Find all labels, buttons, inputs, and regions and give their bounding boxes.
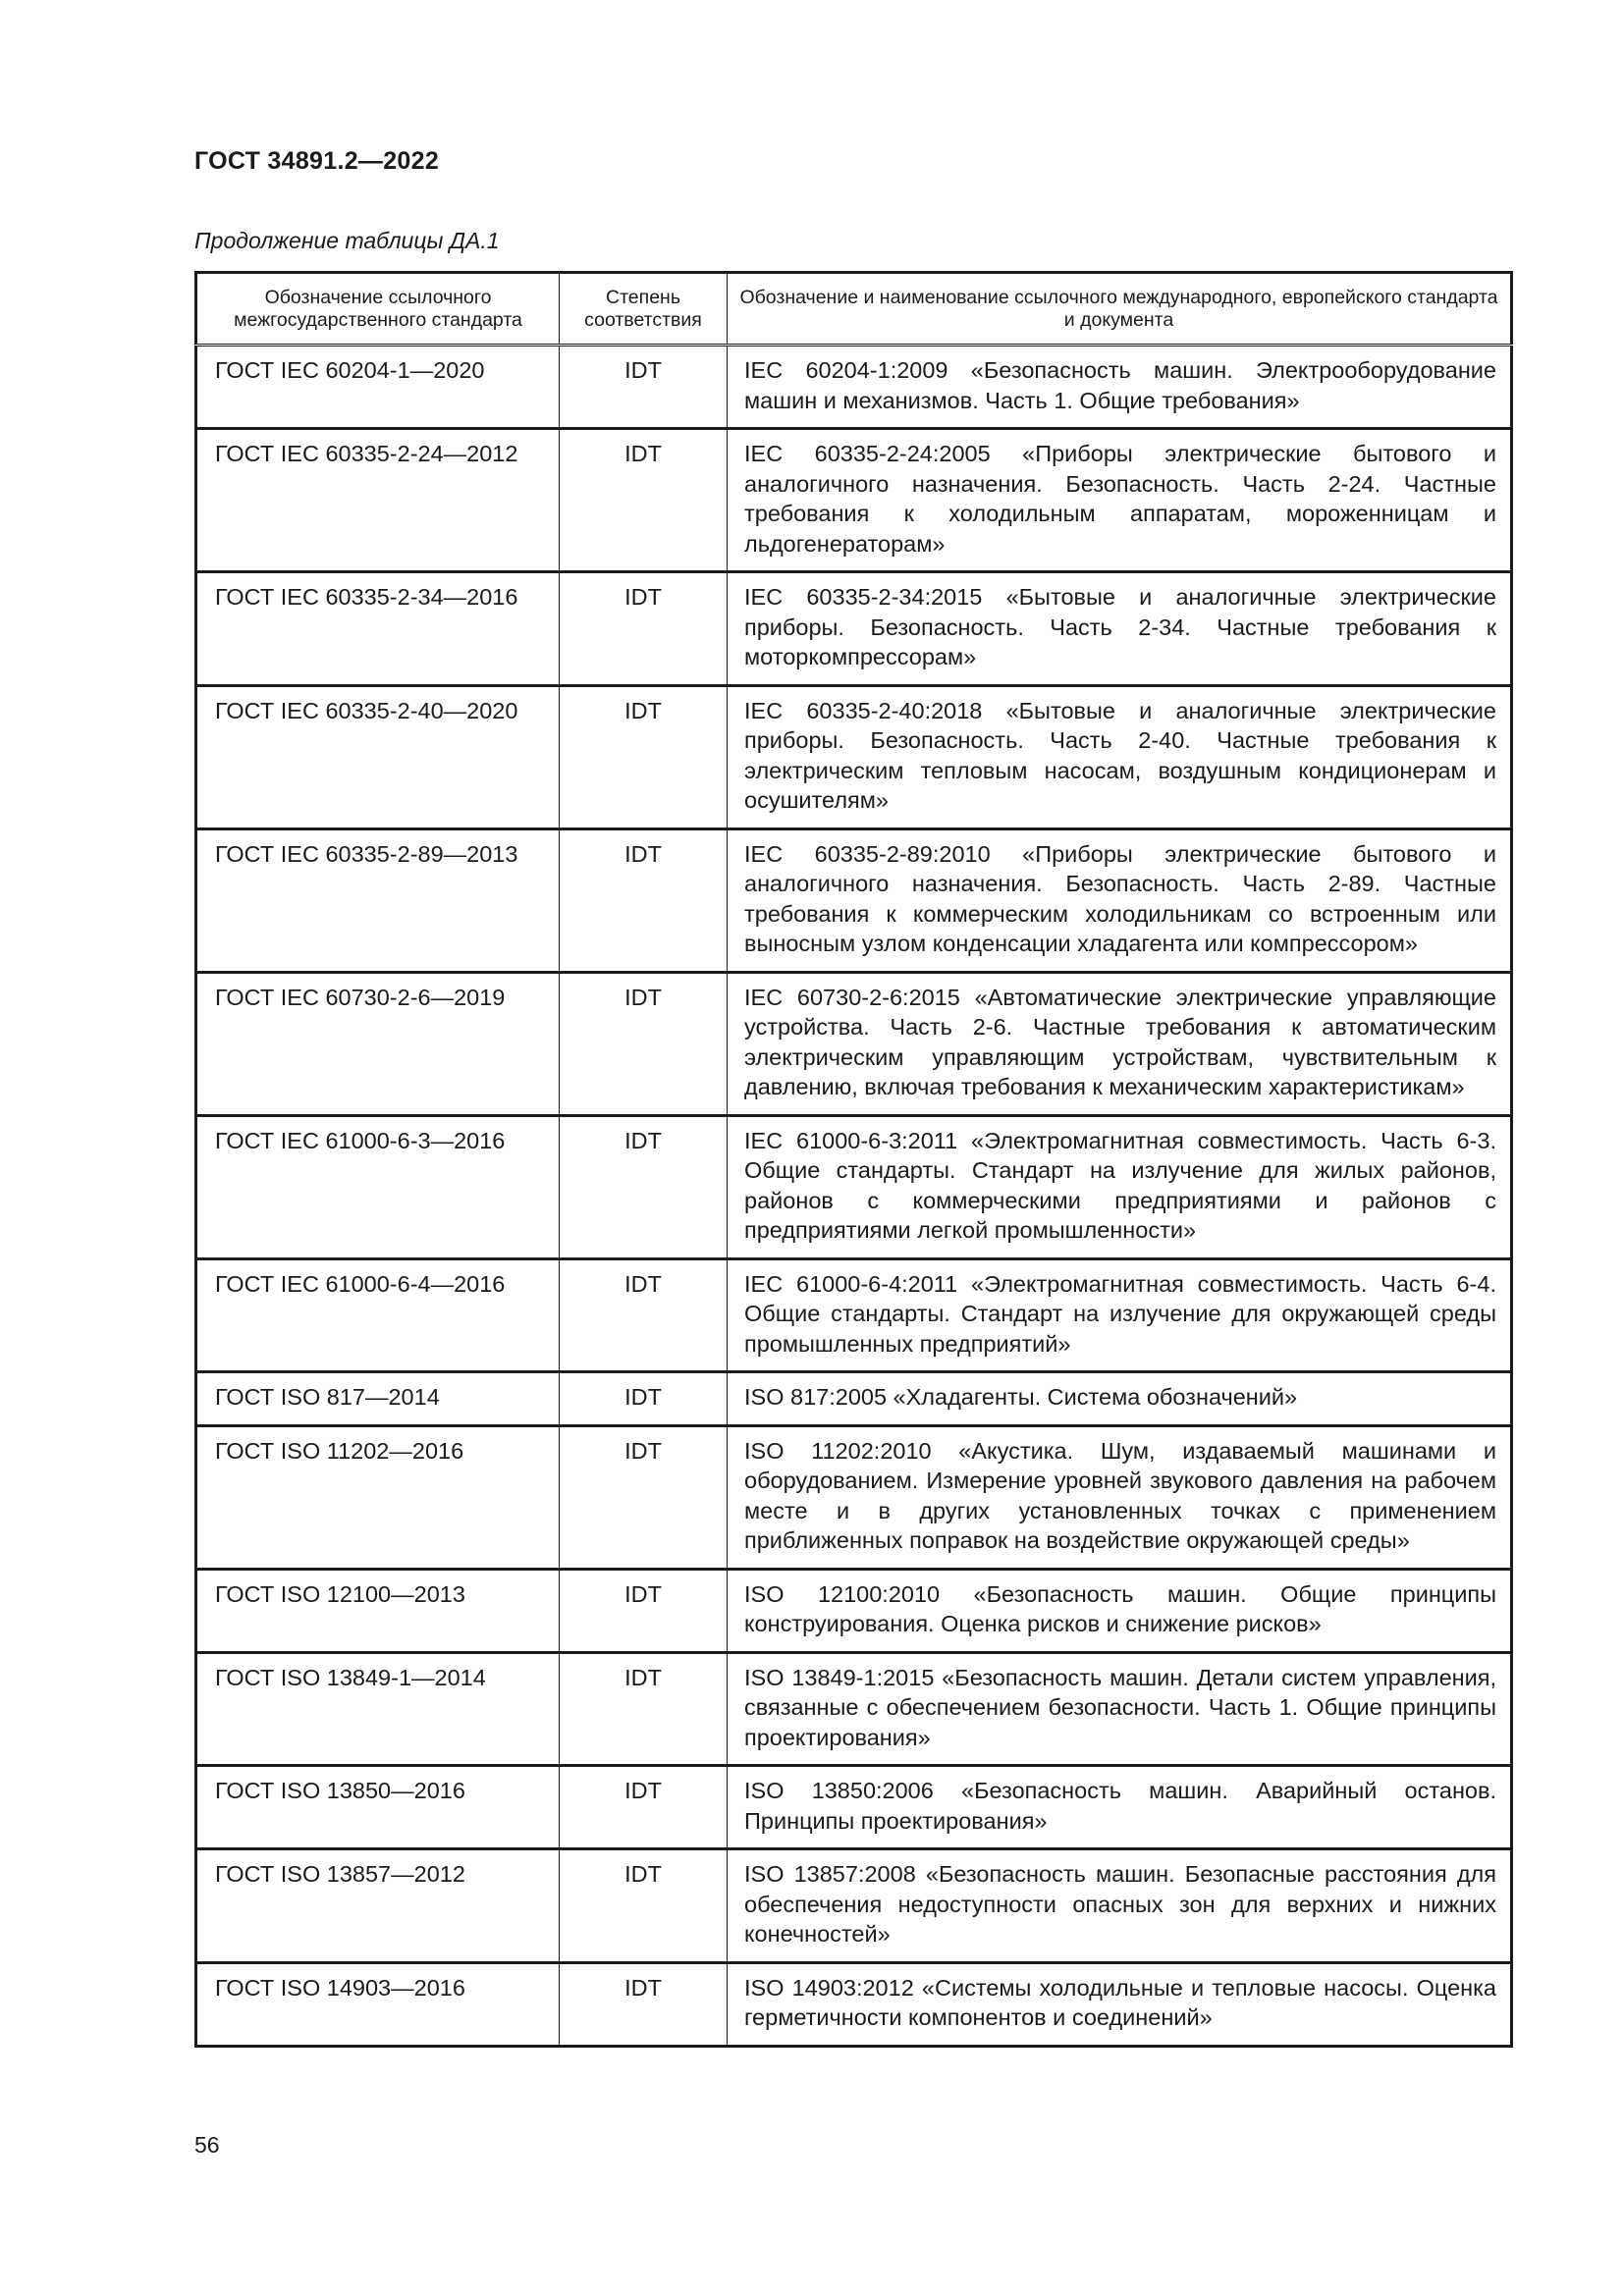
page-number: 56: [194, 2132, 220, 2158]
reference-cell: IEC 60730-2-6:2015 «Автоматические электрические управляющие устройства. Часть 2-6. Частные требования к автоматическим электрическим управляющим устройствам, чувствительным к давлению, включая требования к механическим характеристикам»: [728, 972, 1512, 1115]
table-header-row: [196, 273, 1512, 346]
reference-cell: IEC 61000-6-3:2011 «Электромагнитная совместимость. Часть 6-3. Общие стандарты. Стандарт на излучение для жилых районов, районов с коммерческими предприятиями и районов с предприятиями легкой промышленности»: [728, 1115, 1512, 1258]
standard-cell: ГОСТ ISO 14903—2016: [196, 1962, 560, 2046]
standard-cell: ГОСТ IEC 60335-2-89—2013: [196, 828, 560, 972]
reference-cell: IEC 60335-2-89:2010 «Приборы электрические бытового и аналогичного назначения. Безопасность. Часть 2-89. Частные требования к коммерческим холодильникам со встроенным или выносным узлом конденсации хладагента или компрессором»: [728, 828, 1512, 972]
standard-cell: ГОСТ IEC 60335-2-24—2012: [196, 429, 560, 572]
reference-cell: IEC 60335-2-24:2005 «Приборы электрические бытового и аналогичного назначения. Безопасность. Часть 2-24. Частные требования к холодильным аппаратам, мороженницам и льдогенераторам»: [728, 429, 1512, 572]
standard-cell: ГОСТ IEC 60335-2-40—2020: [196, 685, 560, 828]
reference-cell: ISO 12100:2010 «Безопасность машин. Общие принципы конструирования. Оценка рисков и снижение рисков»: [728, 1569, 1512, 1652]
table-row: [196, 685, 1512, 828]
reference-cell: IEC 60335-2-40:2018 «Бытовые и аналогичные электрические приборы. Безопасность. Часть 2-40. Частные требования к электрическим тепловым насосам, воздушным кондиционерам и осушителям»: [728, 685, 1512, 828]
degree-cell: IDT: [560, 1849, 728, 1963]
degree-cell: IDT: [560, 1652, 728, 1766]
standard-cell: ГОСТ IEC 60730-2-6—2019: [196, 972, 560, 1115]
table-row: [196, 1569, 1512, 1652]
table-row: [196, 1652, 1512, 1766]
standard-cell: ГОСТ ISO 13857—2012: [196, 1849, 560, 1963]
degree-cell: IDT: [560, 1372, 728, 1426]
table-row: [196, 1372, 1512, 1426]
column-header-degree: Степень соответствия: [560, 273, 728, 346]
standard-cell: ГОСТ IEC 60204-1—2020: [196, 346, 560, 429]
reference-cell: ISO 11202:2010 «Акустика. Шум, издаваемый машинами и оборудованием. Измерение уровней звукового давления на рабочем месте и в других установленных точках с применением приближенных поправок на воздействие окружающей среды»: [728, 1425, 1512, 1569]
table-row: [196, 1425, 1512, 1569]
reference-cell: ISO 13849-1:2015 «Безопасность машин. Детали систем управления, связанные с обеспечением безопасности. Часть 1. Общие принципы проектирования»: [728, 1652, 1512, 1766]
table-row: [196, 1962, 1512, 2046]
table-row: [196, 1766, 1512, 1849]
reference-cell: ISO 817:2005 «Хладагенты. Система обозначений»: [728, 1372, 1512, 1426]
degree-cell: IDT: [560, 1258, 728, 1372]
degree-cell: IDT: [560, 1425, 728, 1569]
degree-cell: IDT: [560, 685, 728, 828]
table-row: [196, 572, 1512, 686]
degree-cell: IDT: [560, 1766, 728, 1849]
document-code: ГОСТ 34891.2—2022: [194, 147, 440, 175]
column-header-standard: Обозначение ссылочного межгосударственного стандарта: [196, 273, 560, 346]
table-row: [196, 1849, 1512, 1963]
standard-cell: ГОСТ IEC 60335-2-34—2016: [196, 572, 560, 686]
table-row: [196, 1115, 1512, 1258]
standard-cell: ГОСТ ISO 13849-1—2014: [196, 1652, 560, 1766]
reference-cell: ISO 14903:2012 «Системы холодильные и тепловые насосы. Оценка герметичности компонентов и соединений»: [728, 1962, 1512, 2046]
degree-cell: IDT: [560, 572, 728, 686]
standard-cell: ГОСТ ISO 13850—2016: [196, 1766, 560, 1849]
degree-cell: IDT: [560, 1569, 728, 1652]
reference-cell: ISO 13857:2008 «Безопасность машин. Безопасные расстояния для обеспечения недоступности опасных зон для верхних и нижних конечностей»: [728, 1849, 1512, 1963]
table-row: [196, 972, 1512, 1115]
standard-cell: ГОСТ ISO 817—2014: [196, 1372, 560, 1426]
table-row: [196, 429, 1512, 572]
table-caption: Продолжение таблицы ДА.1: [194, 228, 500, 253]
degree-cell: IDT: [560, 346, 728, 429]
table-row: [196, 346, 1512, 429]
reference-cell: IEC 60335-2-34:2015 «Бытовые и аналогичные электрические приборы. Безопасность. Часть 2-34. Частные требования к моторкомпрессорам»: [728, 572, 1512, 686]
standard-cell: ГОСТ ISO 12100—2013: [196, 1569, 560, 1652]
standard-cell: ГОСТ ISO 11202—2016: [196, 1425, 560, 1569]
reference-cell: IEC 61000-6-4:2011 «Электромагнитная совместимость. Часть 6-4. Общие стандарты. Стандарт на излучение для окружающей среды промышленных предприятий»: [728, 1258, 1512, 1372]
reference-cell: IEC 60204-1:2009 «Безопасность машин. Электрооборудование машин и механизмов. Часть 1. Общие требования»: [728, 346, 1512, 429]
standard-cell: ГОСТ IEC 61000-6-3—2016: [196, 1115, 560, 1258]
degree-cell: IDT: [560, 972, 728, 1115]
reference-standards-table: [194, 271, 1513, 2048]
table-row: [196, 828, 1512, 972]
reference-cell: ISO 13850:2006 «Безопасность машин. Аварийный останов. Принципы проектирования»: [728, 1766, 1512, 1849]
table-row: [196, 1258, 1512, 1372]
degree-cell: IDT: [560, 1115, 728, 1258]
standard-cell: ГОСТ IEC 61000-6-4—2016: [196, 1258, 560, 1372]
degree-cell: IDT: [560, 828, 728, 972]
degree-cell: IDT: [560, 429, 728, 572]
degree-cell: IDT: [560, 1962, 728, 2046]
column-header-reference: Обозначение и наименование ссылочного международного, европейского стандарта и документа: [728, 273, 1512, 346]
